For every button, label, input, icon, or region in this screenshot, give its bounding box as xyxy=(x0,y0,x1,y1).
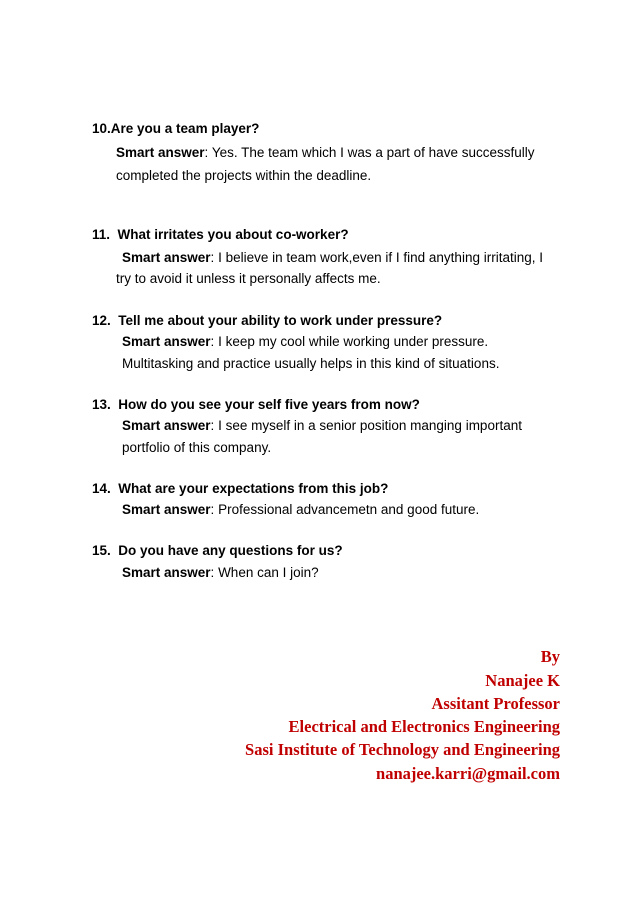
signature-title: Assitant Professor xyxy=(431,694,560,713)
answer-line xyxy=(122,356,499,371)
signature-institute: Sasi Institute of Technology and Engineering xyxy=(245,740,560,759)
answer-line xyxy=(116,271,381,286)
answer-text: Professional advancemetn and good future. xyxy=(218,502,480,517)
question-15 xyxy=(92,543,343,558)
answer-label: Smart answer xyxy=(122,502,211,517)
signature-email: nanajee.karri@gmail.com xyxy=(376,764,560,783)
answer-label: Smart answer xyxy=(122,250,211,265)
answer-text: When can I join? xyxy=(218,565,319,580)
question-14 xyxy=(92,481,388,496)
answer-line xyxy=(122,440,271,455)
question-text: How do you see your self five years from now? xyxy=(118,397,420,412)
answer-text: I believe in team work,even if I find anything irritating, I xyxy=(218,250,543,265)
answer-text: portfolio of this company. xyxy=(122,440,272,455)
question-number: 10. xyxy=(92,121,111,136)
answer-text: Yes. The team which I was a part of have successfully xyxy=(211,145,535,160)
question-number: 12. xyxy=(92,313,111,328)
answer-text: Multitasking and practice usually helps in this kind of situations. xyxy=(122,356,500,371)
answer-line: Smart answer: I believe in team work,even if I find anything irritating, I xyxy=(122,250,543,265)
answer-label: Smart answer xyxy=(122,334,211,349)
question-number: 14. xyxy=(92,481,111,496)
answer-line: Smart answer: Yes. The team which I was a part of have successfully xyxy=(116,145,535,160)
question-11 xyxy=(92,227,349,242)
question-text: What are your expectations from this job? xyxy=(118,481,389,496)
answer-line xyxy=(116,168,371,183)
answer-label: Smart answer xyxy=(122,418,211,433)
question-10 xyxy=(92,121,259,136)
question-text: What irritates you about co-worker? xyxy=(117,227,349,242)
question-12 xyxy=(92,313,442,328)
question-13 xyxy=(92,397,420,412)
signature-department: Electrical and Electronics Engineering xyxy=(288,717,560,736)
question-text: Are you a team player? xyxy=(110,121,260,136)
answer-line: Smart answer: I keep my cool while working under pressure. xyxy=(122,334,489,349)
question-number: 11. xyxy=(92,227,111,242)
answer-line: Smart answer: When can I join? xyxy=(122,565,319,580)
answer-label: Smart answer xyxy=(116,145,205,160)
answer-line: Smart answer: Professional advancemetn and good future. xyxy=(122,502,480,517)
answer-text: I see myself in a senior position manging important xyxy=(218,418,522,433)
answer-line: Smart answer: I see myself in a senior position manging important xyxy=(122,418,522,433)
signature-by: By xyxy=(540,647,560,666)
answer-text: try to avoid it unless it personally affects me. xyxy=(116,271,381,286)
signature-name: Nanajee K xyxy=(485,671,560,690)
question-text: Tell me about your ability to work under pressure? xyxy=(118,313,443,328)
question-number: 15. xyxy=(92,543,111,558)
answer-text: I keep my cool while working under pressure. xyxy=(218,334,489,349)
answer-label: Smart answer xyxy=(122,565,211,580)
answer-text: completed the projects within the deadline. xyxy=(116,168,372,183)
question-number: 13. xyxy=(92,397,111,412)
question-text: Do you have any questions for us? xyxy=(118,543,343,558)
